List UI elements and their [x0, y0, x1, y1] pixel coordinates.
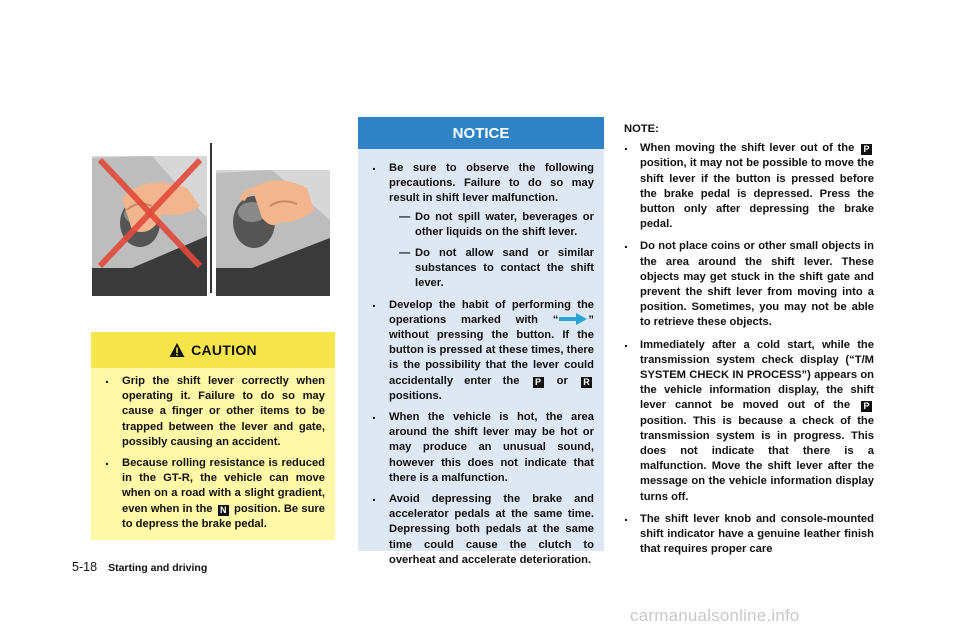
shift-arrow-icon	[558, 313, 588, 325]
gear-p-badge: P	[861, 401, 872, 412]
note-section	[616, 122, 874, 564]
page-footer	[72, 560, 207, 574]
note-item: . The shift lever knob and console-mounted shift indicator have a genuine leather finish that requires proper care	[616, 512, 874, 558]
notice-subitem: — Do not allow sand or similar substances to contact the shift lever.	[399, 247, 594, 290]
notice-title: NOTICE	[452, 124, 510, 142]
caution-box	[91, 332, 335, 540]
gear-n-badge: N	[218, 505, 229, 516]
caution-title: CAUTION	[191, 342, 257, 358]
notice-item: . When the vehicle is hot, the area around the shift lever may be hot or may produce an unusual sound, however this does not indicate that there is a malfunction.	[368, 410, 594, 486]
note-item: . Immediately after a cold start, while the transmission system check display (“T/M SYSTEM CHECK IN PROCESS”) appears on the vehicle information display, the shift lever cannot be moved out of the P position. This is because a check of the transmission system is in progress. This does not indicate that there is a malfunction. Move the shift lever after the message on the vehicle information display turns off.	[616, 338, 874, 505]
notice-subitem: — Do not spill water, beverages or other liquids on the shift lever.	[399, 210, 594, 238]
gear-p-badge: P	[533, 377, 544, 388]
notice-box	[358, 117, 604, 566]
warning-triangle-icon	[169, 342, 185, 358]
caution-header	[91, 332, 335, 368]
shift-lever-illustration-svg	[92, 118, 330, 298]
notice-header	[358, 117, 604, 149]
watermark: carmanualsonline.info	[630, 606, 800, 625]
caution-item: . Because rolling resistance is reduced in the GT-R, the vehicle can move when on a road with a slight gradient, even when in the N position. Be sure to depress the brake pedal.	[101, 456, 325, 532]
notice-item: . Develop the habit of performing the operations marked with “ ” without pressing the button. If the button is pressed at these times, there is the possibility that the lever could accidentally enter the P or R positions.	[368, 298, 594, 404]
shift-lever-grip-illustration	[92, 118, 330, 298]
note-item: . Do not place coins or other small objects in the area around the shift lever. These objects may get stuck in the shift gate and prevent the shift lever from moving into a position. Sometimes, you may not be able to retrieve these objects.	[616, 239, 874, 330]
gear-r-badge: R	[581, 377, 592, 388]
note-title: NOTE:	[624, 123, 659, 135]
section-title: Starting and driving	[108, 562, 208, 574]
page-number: 5-18	[72, 560, 98, 574]
notice-item: . Avoid depressing the brake and accelerator pedals at the same time. Depressing both pedals at the same time could cause the clutch to overheat and accelerate deterioration.	[368, 492, 594, 568]
note-item: . When moving the shift lever out of the P position, it may not be possible to move the shift lever if the button is pressed before the brake pedal is depressed. Press the button only after depressing the brake pedal.	[616, 141, 874, 232]
caution-item: . Grip the shift lever correctly when operating it. Failure to do so may cause a finger or other items to be trapped between the lever and gate, possibly causing an accident.	[101, 374, 325, 450]
notice-item: . Be sure to observe the following precautions. Failure to do so may result in shift lever malfunction. — Do not spill water, beverages or other liquids on the shift lever. — Do not allow sand or similar substances to contact the shift lever.	[368, 161, 594, 292]
gear-p-badge: P	[861, 144, 872, 155]
